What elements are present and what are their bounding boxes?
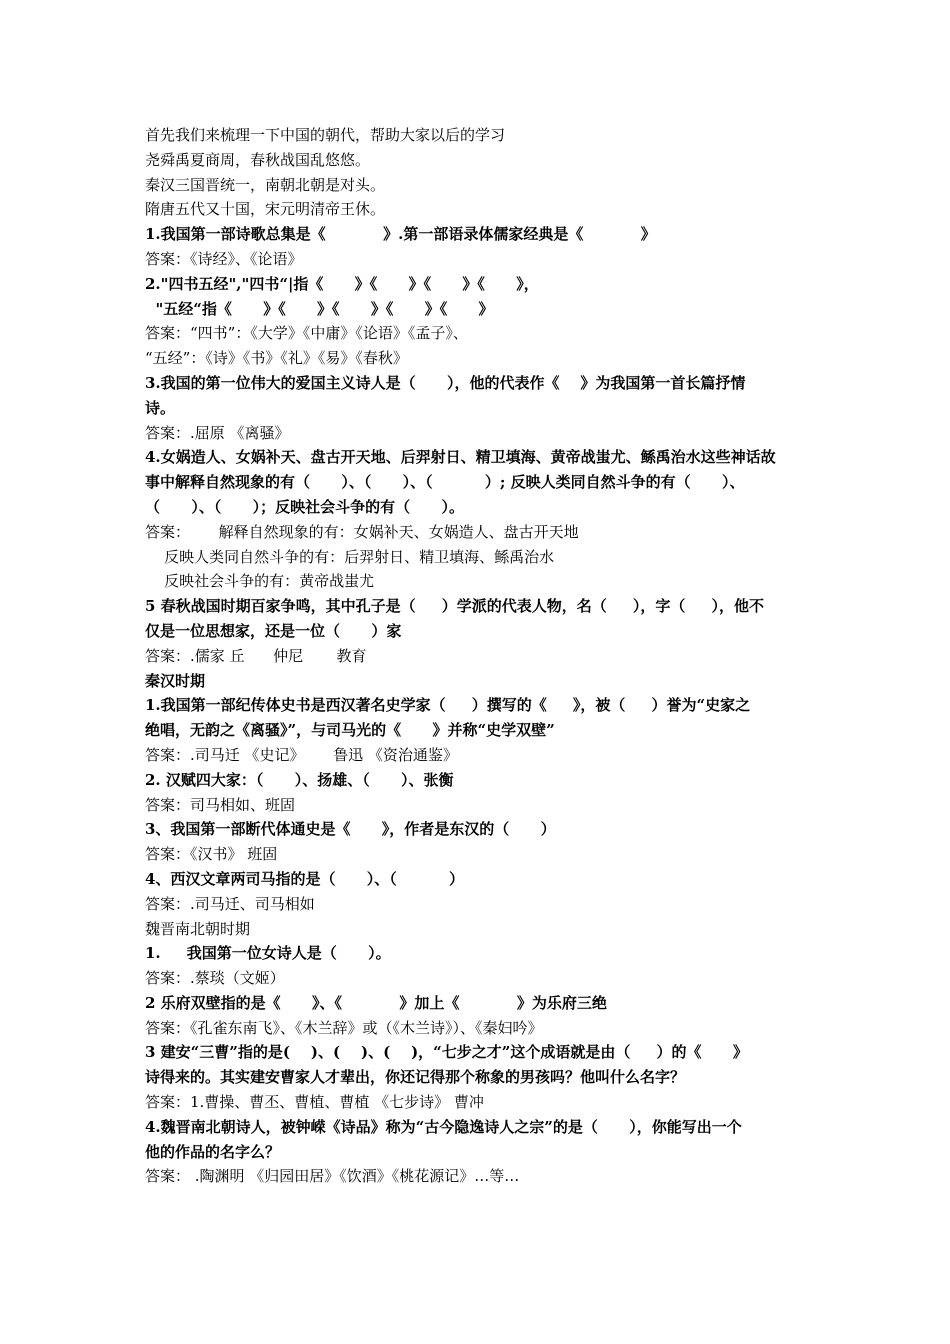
answer-line: 答案：.司马迁 《史记》 鲁迅 《资治通鉴》 [145,745,458,764]
question-line: 诗得来的。其实建安曹家人才辈出，你还记得那个称象的男孩吗？他叫什么名字？ [145,1068,686,1087]
answer-line: 答案：.儒家 丘 仲尼 教育 [145,646,367,665]
answer-line: 答案：.屈原 《离骚》 [145,423,290,442]
answer-line: 答案：《汉书》 班固 [145,845,278,864]
question-line: 1. 我国第一位女诗人是（ ）。 [145,944,391,963]
answer-line: 反映社会斗争的有：黄帝战蚩尤 [145,572,375,591]
text-line: 秦汉三国晋统一，南朝北朝是对头。 [145,175,386,194]
answer-line: 答案：1.曹操、曹丕、曹植、曹植 《七步诗》 曹冲 [145,1093,484,1112]
question-line: 1.我国第一部诗歌总集是《 》.第一部语录体儒家经典是《 》 [145,225,656,244]
answer-line: 答案： 解释自然现象的有：女娲补天、女娲造人、盘古开天地 [145,522,579,541]
question-line: 绝唱，无韵之《离骚》”，与司马光的《 》并称“史学双壁” [145,721,555,740]
question-line: "五经“指《 》《 》《 》《 》《 》 [145,299,494,318]
question-line: 2 乐府双壁指的是《 》、《 》加上《 》为乐府三绝 [145,993,607,1012]
answer-line: 答案：《诗经》、《论语》 [145,249,303,268]
question-line: 2. 汉赋四大家：（ ）、扬雄、（ ）、张衡 [145,770,454,789]
question-line: 3 建安“三曹”指的是( )、( )、( )，“七步之才”这个成语就是由（ ）的《 》 [145,1043,748,1062]
answer-line: 答案：《孔雀东南飞》、《木兰辞》或（《木兰诗》）、《秦妇吟》 [145,1018,543,1037]
question-line: （ ）、（ ）；反映社会斗争的有（ ）。 [145,497,465,516]
question-line: 诗。 [145,398,176,417]
question-line: 4、西汉文章两司马指的是（ ）、（ ） [145,869,464,888]
question-line: 3、我国第一部断代体通史是《 》，作者是东汉的（ ） [145,820,556,839]
question-line: 4.魏晋南北朝诗人，被钟嵘《诗品》称为“古今隐逸诗人之宗”的是（ ），你能写出一个 [145,1117,742,1136]
answer-line: “五经”：《诗》《书》《礼》《易》《春秋》 [145,349,408,368]
text-line: 尧舜禹夏商周，春秋战国乱悠悠。 [145,150,371,169]
answer-line: 答案： .陶渊明 《归园田居》《饮酒》《桃花源记》…等… [145,1167,520,1186]
question-line: 4.女娲造人、女娲补天、盘古开天地、后羿射日、精卫填海、黄帝战蚩尤、鲧禹治水这些神话故 [145,448,776,467]
question-line: 5 春秋战国时期百家争鸣，其中孔子是（ ）学派的代表人物，名（ ），字（ ），他不 [145,597,764,616]
answer-line: 魏晋南北朝时期 [145,919,251,938]
answer-line: 答案：司马相如、班固 [145,795,296,814]
answer-line: 答案：.司马迁、司马相如 [145,894,315,913]
question-line: 仅是一位思想家，还是一位（ ）家 [145,621,402,640]
text-line: 首先我们来梳理一下中国的朝代，帮助大家以后的学习 [145,126,506,144]
question-line: 事中解释自然现象的有（ ）、（ ）、（ ）; 反映人类同自然斗争的有（ ）、 [145,473,745,492]
answer-line: 反映人类同自然斗争的有：后羿射日、精卫填海、鲧禹治水 [145,547,555,566]
question-line: 秦汉时期 [145,671,206,690]
answer-line: 答案：“四书”：《大学》《中庸》《论语》《孟子》、 [145,324,468,343]
document-body [145,123,815,1189]
question-line: 3.我国的第一位伟大的爱国主义诗人是（ ），他的代表作《 》为我国第一首长篇抒情 [145,373,746,392]
question-line: 1.我国第一部纪传体史书是西汉著名史学家（ ）撰写的《 》，被（ ）誉为“史家之 [145,696,751,715]
answer-line: 答案：.蔡琰（文姬） [145,969,285,988]
question-line: 2."四书五经","四书“|指《 》《 》《 》《 》， [145,274,539,293]
question-line: 他的作品的名字么？ [145,1142,281,1161]
text-line: 隋唐五代又十国，宋元明清帝王休。 [145,200,386,219]
